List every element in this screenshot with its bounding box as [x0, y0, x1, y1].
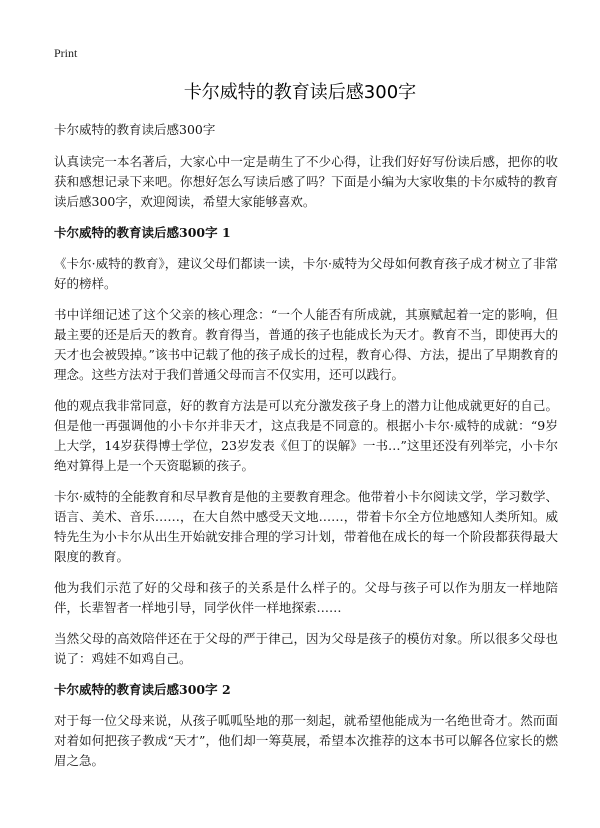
- paragraph: 当然父母的高效陪伴还在于父母的严于律己，因为父母是孩子的模仿对象。所以很多父母也说了：鸡娃不如鸡自己。: [54, 631, 558, 666]
- paragraph: 卡尔·威特的全能教育和尽早教育是他的主要教育理念。他带着小卡尔阅读文学，学习数学、语言、美术、音乐……，在大自然中感受天文地……，带着卡尔全方位地感知人类所知。威特先生为小卡尔从出生开始就安排合理的学习计划，带着他在成长的每一个阶段都获得最大限度的教育。: [54, 489, 558, 564]
- paragraph: 《卡尔·威特的教育》，建议父母们都读一读，卡尔·威特为父母如何教育孩子成才树立了非常好的榜样。: [54, 256, 558, 291]
- document-body: [54, 120, 558, 782]
- document-subtitle: 卡尔威特的教育读后感300字: [54, 122, 216, 137]
- section-1: [54, 223, 558, 669]
- section-heading: 卡尔威特的教育读后感300字 2: [54, 682, 231, 697]
- paragraph: 他的观点我非常同意，好的教育方法是可以充分激发孩子身上的潜力让他成就更好的自己。但是他一再强调他的小卡尔并非天才，这点我是不同意的。根据小卡尔·威特的成就：“9岁上大学，14岁获得博士学位，23岁发表《但丁的误解》一书…”这里还没有列举完，小卡尔绝对算得上是一个天资聪颖的孩子。: [54, 398, 558, 473]
- section-heading: 卡尔威特的教育读后感300字 1: [54, 225, 231, 240]
- document-title: 卡尔威特的教育读后感300字: [183, 82, 417, 103]
- paragraph: 对于每一位父母来说，从孩子呱呱坠地的那一刻起，就希望他能成为一名绝世奇才。然而面对着如何把孩子教成“天才”，他们却一筹莫展，希望本次推荐的这本书可以解各位家长的燃眉之急。: [54, 713, 558, 768]
- paragraph: 他为我们示范了好的父母和孩子的关系是什么样子的。父母与孩子可以作为朋友一样地陪伴，长辈智者一样地引导，同学伙伴一样地探索……: [54, 580, 558, 615]
- print-link[interactable]: Print: [54, 46, 78, 60]
- section-2: [54, 680, 558, 771]
- intro-paragraph: 认真读完一本名著后，大家心中一定是萌生了不少心得，让我们好好写份读后感，把你的收获和感想记录下来吧。你想好怎么写读后感了吗？下面是小编为大家收集的卡尔威特的教育读后感300字，欢迎阅读，希望大家能够喜欢。: [54, 154, 558, 209]
- paragraph: 书中详细记述了这个父亲的核心理念：“一个人能否有所成就，其禀赋起着一定的影响，但最主要的还是后天的教育。教育得当，普通的孩子也能成长为天才。教育不当，即使再大的天才也会被毁掉。”该书中记载了他的孩子成长的过程，教育心得、方法，提出了早期教育的理念。这些方法对于我们普通父母而言不仅实用，还可以践行。: [54, 307, 558, 382]
